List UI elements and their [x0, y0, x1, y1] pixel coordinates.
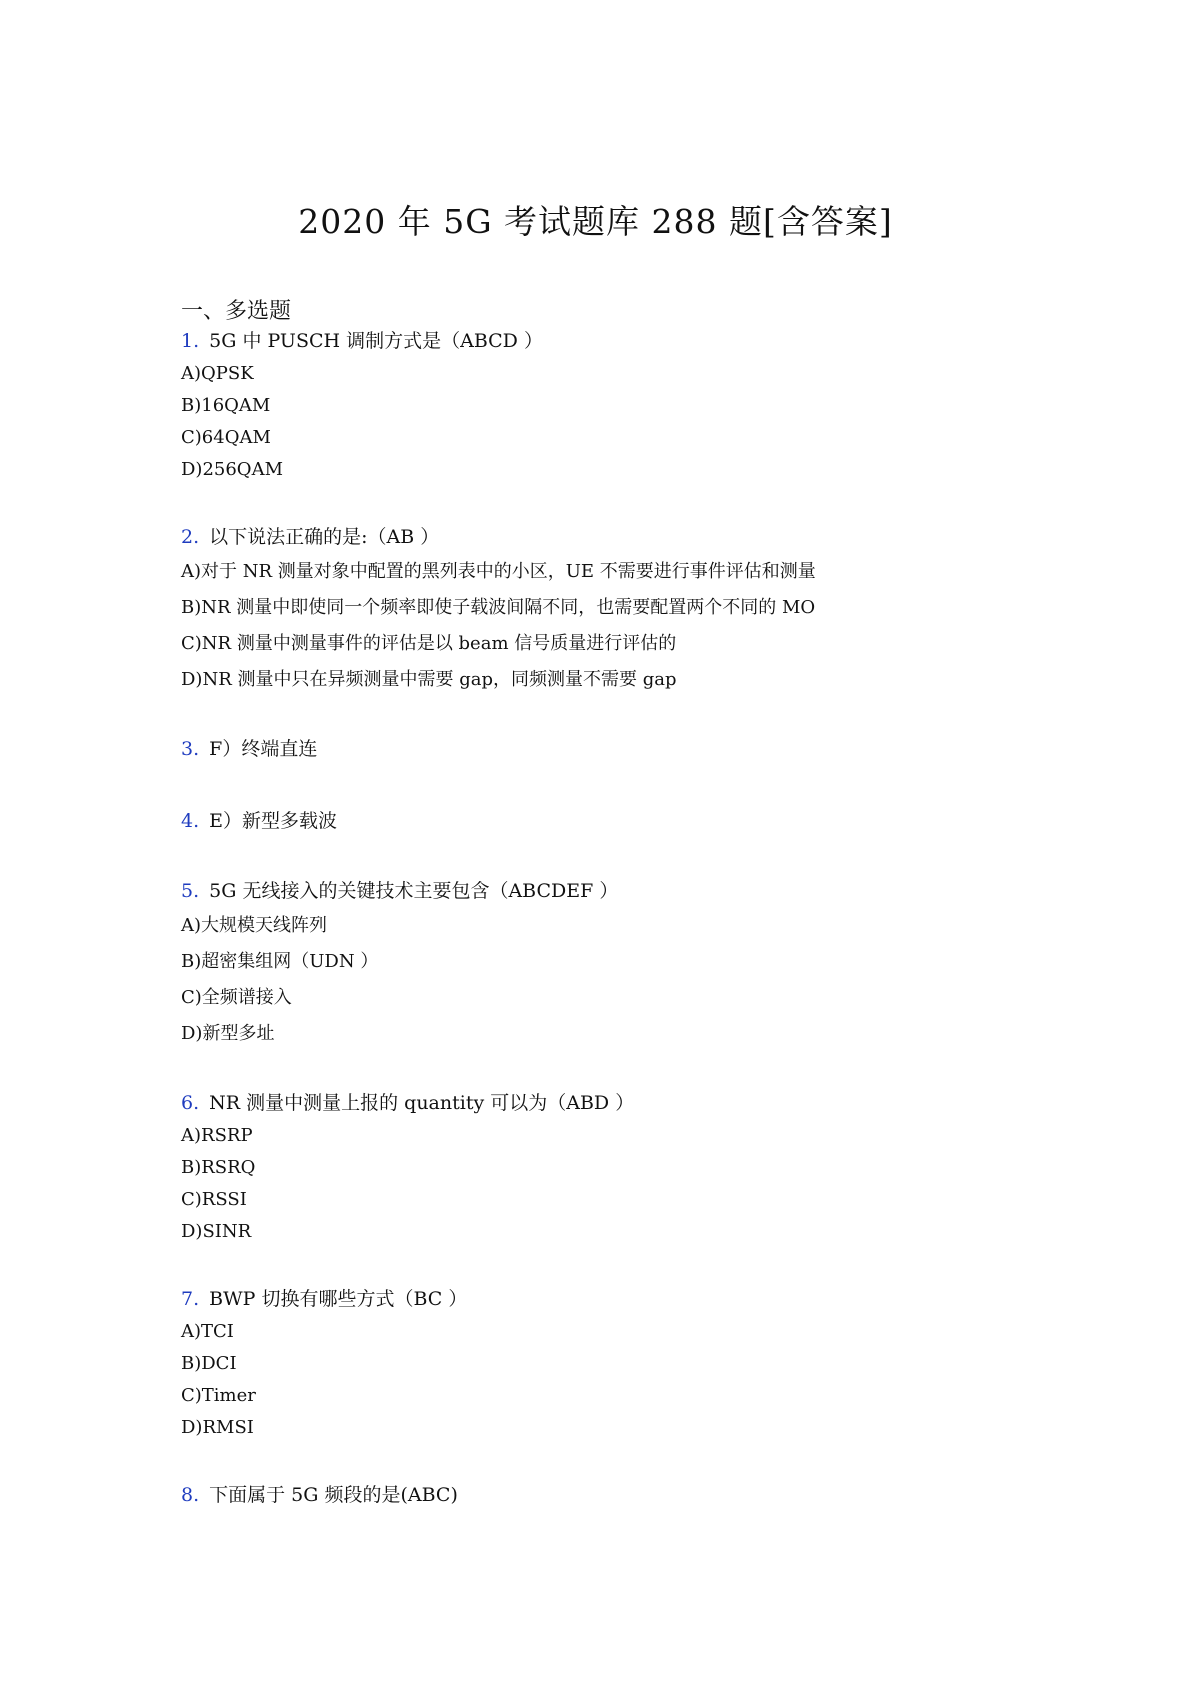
question-7: [181, 1282, 1041, 1444]
option-c: C)64QAM: [181, 427, 271, 448]
option-c: C)全频谱接入: [181, 987, 292, 1008]
option-a: A)TCI: [181, 1321, 234, 1342]
option-c: C)Timer: [181, 1385, 256, 1406]
option-a: A)对于 NR 测量对象中配置的黑列表中的小区，UE 不需要进行事件评估和测量: [181, 561, 816, 582]
question-text: 5G 无线接入的关键技术主要包含（ABCDEF ）: [209, 880, 619, 902]
question-text: NR 测量中测量上报的 quantity 可以为（ABD ）: [209, 1092, 635, 1114]
section-heading: 一、多选题: [181, 299, 292, 324]
option-d: D)256QAM: [181, 459, 283, 480]
option-c: C)RSSI: [181, 1189, 247, 1210]
option-d: D)RMSI: [181, 1417, 254, 1438]
question-5: [181, 874, 1041, 1052]
option-a: A)大规模天线阵列: [181, 915, 328, 936]
question-text: BWP 切换有哪些方式（BC ）: [209, 1288, 468, 1310]
option-d: D)新型多址: [181, 1023, 275, 1044]
question-stem: [181, 1478, 1041, 1512]
question-list: [181, 324, 1041, 1512]
option-b: B)DCI: [181, 1353, 237, 1374]
option-b: B)RSRQ: [181, 1157, 256, 1178]
question-text: E）新型多载波: [209, 810, 338, 832]
option-d: D)NR 测量中只在异频测量中需要 gap，同频测量不需要 gap: [181, 669, 677, 690]
question-text: 下面属于 5G 频段的是(ABC): [209, 1484, 458, 1506]
option-a: A)QPSK: [181, 363, 254, 384]
option-b: B)16QAM: [181, 395, 271, 416]
question-number: 1.: [181, 330, 200, 352]
question-4: [181, 804, 1041, 838]
question-stem: [181, 1282, 1041, 1316]
question-number: 3.: [181, 738, 200, 760]
question-8: [181, 1478, 1041, 1512]
question-number: 8.: [181, 1484, 200, 1506]
question-stem: [181, 804, 1041, 838]
option-c: C)NR 测量中测量事件的评估是以 beam 信号质量进行评估的: [181, 633, 677, 654]
question-number: 7.: [181, 1288, 200, 1310]
option-d: D)SINR: [181, 1221, 252, 1242]
question-text: 5G 中 PUSCH 调制方式是（ABCD ）: [209, 330, 543, 352]
document-title: 2020 年 5G 考试题库 288 题[含答案]: [298, 202, 893, 241]
question-text: F）终端直连: [209, 738, 318, 760]
question-stem: [181, 1086, 1041, 1120]
question-6: [181, 1086, 1041, 1248]
option-a: A)RSRP: [181, 1125, 253, 1146]
question-1: [181, 324, 1041, 486]
question-text: 以下说法正确的是:（AB ）: [209, 526, 440, 548]
question-number: 2.: [181, 526, 200, 548]
question-number: 6.: [181, 1092, 200, 1114]
question-number: 5.: [181, 880, 200, 902]
question-stem: [181, 732, 1041, 766]
question-3: [181, 732, 1041, 766]
question-2: [181, 520, 1041, 698]
question-stem: [181, 324, 1041, 358]
question-stem: [181, 520, 1041, 554]
question-stem: [181, 874, 1041, 908]
option-b: B)NR 测量中即使同一个频率即使子载波间隔不同，也需要配置两个不同的 MO: [181, 597, 816, 618]
option-b: B)超密集组网（UDN ）: [181, 951, 379, 972]
question-number: 4.: [181, 810, 200, 832]
